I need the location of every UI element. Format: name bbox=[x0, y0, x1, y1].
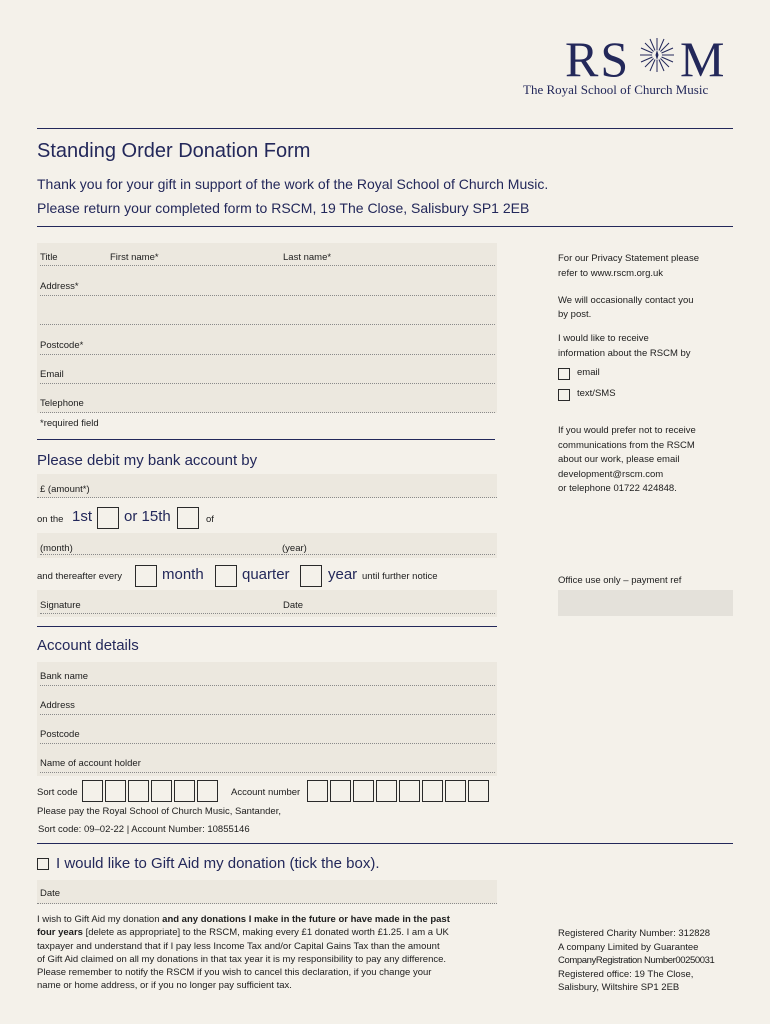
required-note: *required field bbox=[40, 418, 99, 429]
of-label: of bbox=[206, 514, 214, 525]
last-name-label: Last name* bbox=[283, 252, 332, 263]
bank-address-label: Address bbox=[40, 700, 75, 711]
address-field[interactable] bbox=[40, 281, 495, 296]
account-number-digit[interactable] bbox=[468, 780, 489, 802]
start-year-field[interactable] bbox=[281, 541, 495, 555]
declaration-line-3: taxpayer and understand that if I pay less Income Tax and/or Capital Gains Tax than the amount bbox=[37, 940, 440, 952]
contact-note bbox=[558, 294, 694, 322]
rscm-bank-details: Sort code: 09–02-22 | Account Number: 10855146 bbox=[38, 824, 250, 835]
signature-date-field[interactable] bbox=[282, 600, 495, 614]
postcode-label: Postcode* bbox=[40, 340, 84, 351]
signature-label: Signature bbox=[40, 600, 81, 611]
start-month-field[interactable] bbox=[40, 541, 280, 555]
email-field[interactable] bbox=[40, 369, 495, 384]
opt-out-line-4: development@rscm.com bbox=[558, 468, 664, 480]
office-use-label: Office use only – payment ref bbox=[558, 575, 682, 586]
fifteenth-label: or 15th bbox=[124, 508, 171, 525]
debit-heading: Please debit my bank account by bbox=[37, 452, 258, 469]
privacy-line-1: For our Privacy Statement please bbox=[558, 253, 699, 264]
page-title: Standing Order Donation Form bbox=[37, 140, 311, 162]
star-icon bbox=[638, 36, 676, 79]
account-number-digit[interactable] bbox=[330, 780, 351, 802]
bank-postcode-label: Postcode bbox=[40, 729, 80, 740]
receive-note bbox=[558, 331, 691, 361]
sort-code-label: Sort code bbox=[37, 787, 78, 798]
sort-code-digit[interactable] bbox=[128, 780, 149, 802]
sms-opt-in-label: text/SMS bbox=[577, 388, 616, 399]
postcode-field[interactable] bbox=[40, 340, 495, 355]
title-field[interactable] bbox=[40, 252, 495, 266]
personal-details-box bbox=[37, 243, 497, 413]
footer-line-1: Registered Charity Number: 312828 bbox=[558, 928, 711, 939]
intro-line-2: Please return your completed form to RSCM, 19 The Close, Salisbury SP1 2EB bbox=[37, 200, 530, 216]
fifteenth-checkbox[interactable] bbox=[177, 507, 199, 529]
footer-line-2: A company Limited by Guarantee bbox=[558, 941, 699, 953]
monthly-checkbox[interactable] bbox=[135, 565, 157, 587]
sort-code-digit[interactable] bbox=[174, 780, 195, 802]
receive-line-1: I would like to receive bbox=[558, 333, 649, 344]
first-of-month-label: 1st bbox=[72, 508, 93, 525]
account-heading: Account details bbox=[37, 637, 139, 654]
declaration-line-5: Please remember to notify the RSCM if you wish to cancel this declaration, if you change your bbox=[37, 967, 432, 979]
sort-code-digit[interactable] bbox=[105, 780, 126, 802]
declaration-line-1a: I wish to Gift Aid my donation bbox=[37, 914, 163, 925]
telephone-field[interactable] bbox=[40, 398, 495, 413]
monthly-label: month bbox=[162, 566, 204, 583]
signature-date-label: Date bbox=[283, 600, 304, 611]
pay-instruction: Please pay the Royal School of Church Music, Santander, bbox=[37, 806, 281, 817]
account-number-label: Account number bbox=[231, 787, 301, 798]
amount-label: £ (amount*) bbox=[40, 484, 90, 495]
rscm-logo bbox=[523, 30, 735, 100]
top-rule bbox=[37, 128, 733, 129]
logo-wordmark-left: RS bbox=[565, 31, 631, 87]
declaration-line-2b: [delete as appropriate] to the RSCM, making every £1 donated worth £1.25. I am a UK bbox=[82, 927, 449, 939]
quarterly-label: quarter bbox=[242, 566, 290, 583]
bank-postcode-field[interactable] bbox=[40, 729, 495, 744]
contact-line-1: We will occasionally contact you bbox=[558, 295, 694, 306]
receive-line-2: information about the RSCM by bbox=[558, 348, 691, 359]
telephone-label: Telephone bbox=[40, 398, 84, 409]
account-number-field[interactable] bbox=[307, 780, 502, 802]
address-field-line-2[interactable] bbox=[40, 310, 495, 325]
footer-line-5: Salisbury, Wiltshire SP1 2EB bbox=[558, 982, 680, 993]
bank-name-label: Bank name bbox=[40, 671, 89, 682]
contact-line-2: by post. bbox=[558, 309, 592, 320]
charity-footer bbox=[558, 927, 714, 995]
year-label: (year) bbox=[282, 543, 307, 554]
opt-out-line-3: about our work, please email bbox=[558, 454, 680, 465]
privacy-line-2: refer to www.rscm.org.uk bbox=[558, 268, 664, 279]
account-number-digit[interactable] bbox=[376, 780, 397, 802]
title-label: Title bbox=[40, 252, 58, 263]
logo-tagline: The Royal School of Church Music bbox=[523, 82, 709, 97]
on-the-label: on the bbox=[37, 514, 64, 525]
account-number-digit[interactable] bbox=[307, 780, 328, 802]
opt-out-line-5: or telephone 01722 424848. bbox=[558, 483, 677, 494]
debit-rule bbox=[37, 626, 497, 627]
account-holder-label: Name of account holder bbox=[40, 758, 141, 769]
privacy-note bbox=[558, 251, 699, 281]
gift-aid-date-field[interactable] bbox=[37, 880, 497, 904]
footer-line-3: CompanyRegistration Number00250031 bbox=[558, 955, 715, 966]
account-number-digit[interactable] bbox=[399, 780, 420, 802]
until-notice-label: until further notice bbox=[362, 571, 438, 582]
address-label: Address* bbox=[40, 281, 79, 292]
gift-aid-declaration bbox=[37, 913, 507, 993]
payment-ref-field[interactable] bbox=[558, 590, 733, 616]
declaration-line-4: of Gift Aid claimed on all my donations in that tax year it is my responsibility to pay any difference. bbox=[37, 953, 447, 965]
declaration-line-1b: and any donations I make in the future or have made in the past bbox=[162, 914, 450, 925]
account-number-digit[interactable] bbox=[445, 780, 466, 802]
account-rule bbox=[37, 843, 733, 844]
sort-code-digit[interactable] bbox=[151, 780, 172, 802]
account-number-digit[interactable] bbox=[422, 780, 443, 802]
yearly-checkbox[interactable] bbox=[300, 565, 322, 587]
sort-code-digit[interactable] bbox=[197, 780, 218, 802]
personal-rule bbox=[37, 439, 495, 440]
bank-name-field[interactable] bbox=[40, 671, 495, 686]
quarterly-checkbox[interactable] bbox=[215, 565, 237, 587]
intro-line-1: Thank you for your gift in support of the work of the Royal School of Church Music. bbox=[37, 176, 549, 192]
declaration-line-6: name or home address, or if you no longer pay sufficient tax. bbox=[37, 980, 292, 992]
gift-aid-checkbox[interactable] bbox=[37, 858, 49, 870]
header-rule bbox=[37, 226, 733, 227]
sort-code-field[interactable] bbox=[82, 780, 232, 802]
gift-aid-heading: I would like to Gift Aid my donation (tick the box). bbox=[56, 855, 380, 872]
month-label: (month) bbox=[40, 543, 73, 554]
footer-line-4: Registered office: 19 The Close, bbox=[558, 968, 694, 980]
amount-field[interactable] bbox=[37, 474, 497, 498]
gift-aid-date-label: Date bbox=[40, 888, 61, 899]
opt-out-line-1: If you would prefer not to receive bbox=[558, 425, 696, 436]
first-of-month-checkbox[interactable] bbox=[97, 507, 119, 529]
logo-wordmark-right: M bbox=[680, 31, 725, 87]
sort-code-digit[interactable] bbox=[82, 780, 103, 802]
thereafter-label: and thereafter every bbox=[37, 571, 123, 582]
sms-opt-in-checkbox[interactable] bbox=[558, 389, 570, 401]
declaration-line-2a: four years bbox=[37, 927, 83, 939]
email-opt-in-checkbox[interactable] bbox=[558, 368, 570, 380]
account-number-digit[interactable] bbox=[353, 780, 374, 802]
opt-out-note bbox=[558, 424, 696, 497]
email-opt-in-label: email bbox=[577, 367, 600, 378]
first-name-label: First name* bbox=[110, 252, 159, 263]
opt-out-line-2: communications from the RSCM bbox=[558, 439, 695, 451]
yearly-label: year bbox=[328, 566, 358, 583]
email-label: Email bbox=[40, 369, 64, 380]
bank-address-field[interactable] bbox=[40, 700, 495, 715]
